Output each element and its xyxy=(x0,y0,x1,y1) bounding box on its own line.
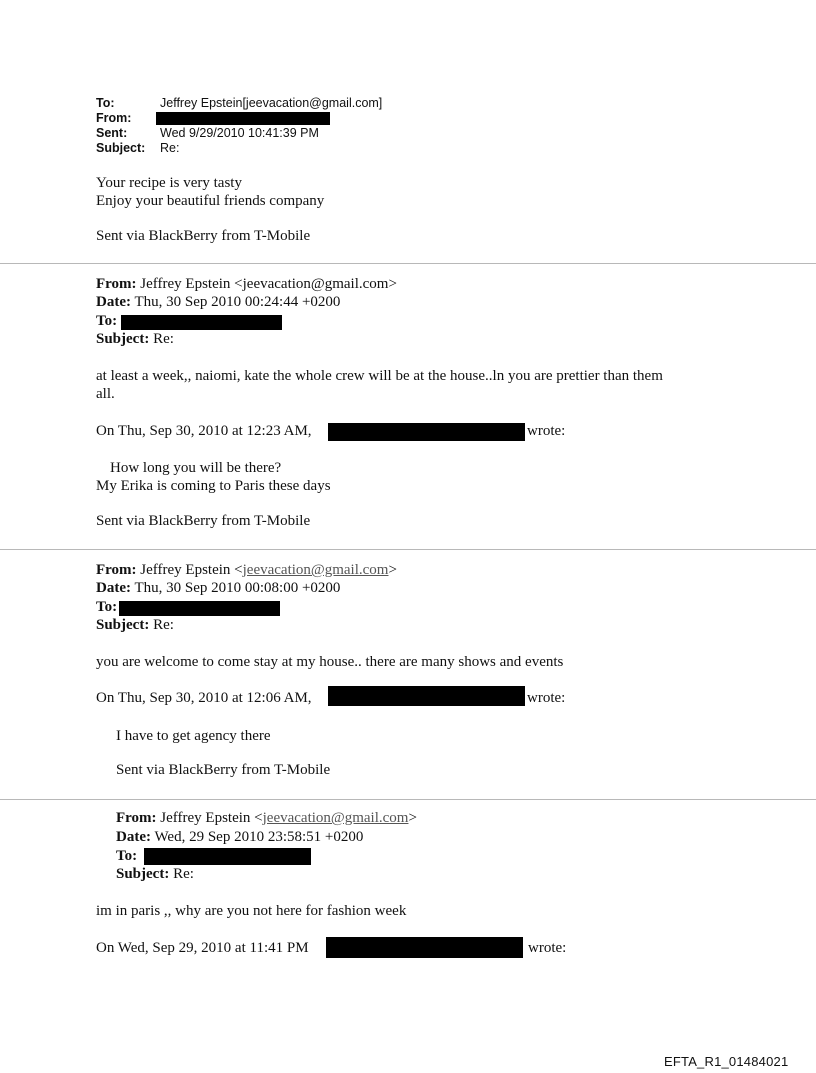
msg3-from-row xyxy=(96,561,397,579)
quote-wrote: wrote: xyxy=(528,940,567,956)
msg3-subject-label: Subject: xyxy=(96,617,150,633)
header-to-value: Jeffrey Epstein[jeevacation@gmail.com] xyxy=(160,96,383,110)
header-sent-label: Sent: xyxy=(96,126,128,140)
msg2-date-row xyxy=(96,293,340,311)
msg3-from-prefix: Jeffrey Epstein < xyxy=(140,562,243,578)
msg3-subject-row xyxy=(96,616,174,634)
msg3-subject-value: Re: xyxy=(153,617,174,633)
header-from-label: From: xyxy=(96,111,132,125)
msg2-subject-row xyxy=(96,330,174,348)
msg2-from-row xyxy=(96,275,397,293)
msg2-to-row xyxy=(96,312,117,330)
message-body-line: all. xyxy=(96,386,115,402)
msg4-date-value: Wed, 29 Sep 2010 23:58:51 +0200 xyxy=(154,829,364,845)
header-sent-row xyxy=(96,126,319,141)
quote-intro: On Thu, Sep 30, 2010 at 12:06 AM, xyxy=(96,690,312,706)
msg2-subject-label: Subject: xyxy=(96,331,150,347)
message-body-line: Enjoy your beautiful friends company xyxy=(96,193,325,209)
document-id: EFTA_R1_01484021 xyxy=(664,1054,789,1069)
message-body-line: you are welcome to come stay at my house.. there are many shows and events xyxy=(96,654,564,670)
msg4-to-row xyxy=(116,847,137,865)
message-divider xyxy=(0,549,816,550)
msg4-date-label: Date: xyxy=(116,829,151,845)
redaction-bar xyxy=(156,112,330,125)
quote-wrote: wrote: xyxy=(527,690,566,706)
header-sent-value: Wed 9/29/2010 10:41:39 PM xyxy=(160,126,319,140)
message-body-line: at least a week,, naiomi, kate the whole crew will be at the house..ln you are prettier than them xyxy=(96,368,663,384)
msg4-date-row xyxy=(116,828,363,846)
msg3-from-label: From: xyxy=(96,562,137,578)
redaction-bar xyxy=(144,848,311,865)
quote-intro: On Wed, Sep 29, 2010 at 11:41 PM xyxy=(96,940,309,956)
header-from-row xyxy=(96,111,131,126)
message-divider xyxy=(0,263,816,264)
msg3-email-link[interactable]: jeevacation@gmail.com xyxy=(242,562,389,578)
msg2-date-value: Thu, 30 Sep 2010 00:24:44 +0200 xyxy=(134,294,341,310)
msg4-subject-value: Re: xyxy=(173,866,194,882)
msg3-date-row xyxy=(96,579,340,597)
msg4-from-prefix: Jeffrey Epstein < xyxy=(160,810,263,826)
header-subject-row xyxy=(96,141,179,156)
redaction-bar xyxy=(326,937,523,958)
redaction-bar xyxy=(328,423,525,441)
message-body-line: Your recipe is very tasty xyxy=(96,175,242,191)
quoted-line: I have to get agency there xyxy=(116,728,271,744)
msg3-date-label: Date: xyxy=(96,580,131,596)
msg4-from-label: From: xyxy=(116,810,157,826)
msg3-to-row xyxy=(96,598,117,616)
quote-wrote: wrote: xyxy=(527,423,566,439)
msg4-from-row xyxy=(116,809,417,827)
msg4-subject-label: Subject: xyxy=(116,866,170,882)
msg4-email-link[interactable]: jeevacation@gmail.com xyxy=(262,810,409,826)
quoted-line: How long you will be there? xyxy=(110,460,282,476)
header-to-label: To: xyxy=(96,96,115,110)
header-subject-value: Re: xyxy=(160,141,180,155)
msg3-date-value: Thu, 30 Sep 2010 00:08:00 +0200 xyxy=(134,580,341,596)
msg4-to-label: To: xyxy=(116,848,138,864)
message-signature: Sent via BlackBerry from T-Mobile xyxy=(116,762,331,778)
msg2-from-value: Jeffrey Epstein <jeevacation@gmail.com> xyxy=(140,276,397,292)
msg2-to-label: To: xyxy=(96,313,118,329)
header-subject-label: Subject: xyxy=(96,141,146,155)
msg3-to-label: To: xyxy=(96,599,118,615)
quoted-line: My Erika is coming to Paris these days xyxy=(96,478,331,494)
msg2-subject-value: Re: xyxy=(153,331,174,347)
msg2-date-label: Date: xyxy=(96,294,131,310)
message-divider xyxy=(0,799,816,800)
msg2-from-label: From: xyxy=(96,276,137,292)
msg4-from-suffix: > xyxy=(408,810,417,826)
msg4-subject-row xyxy=(116,865,194,883)
message-signature: Sent via BlackBerry from T-Mobile xyxy=(96,228,311,244)
msg3-from-suffix: > xyxy=(388,562,397,578)
quote-intro: On Thu, Sep 30, 2010 at 12:23 AM, xyxy=(96,423,312,439)
redaction-bar xyxy=(119,601,280,616)
header-to-row xyxy=(96,96,382,111)
redaction-bar xyxy=(121,315,282,330)
redaction-bar xyxy=(328,686,525,706)
message-body-line: im in paris ,, why are you not here for fashion week xyxy=(96,903,407,919)
message-signature: Sent via BlackBerry from T-Mobile xyxy=(96,513,311,529)
